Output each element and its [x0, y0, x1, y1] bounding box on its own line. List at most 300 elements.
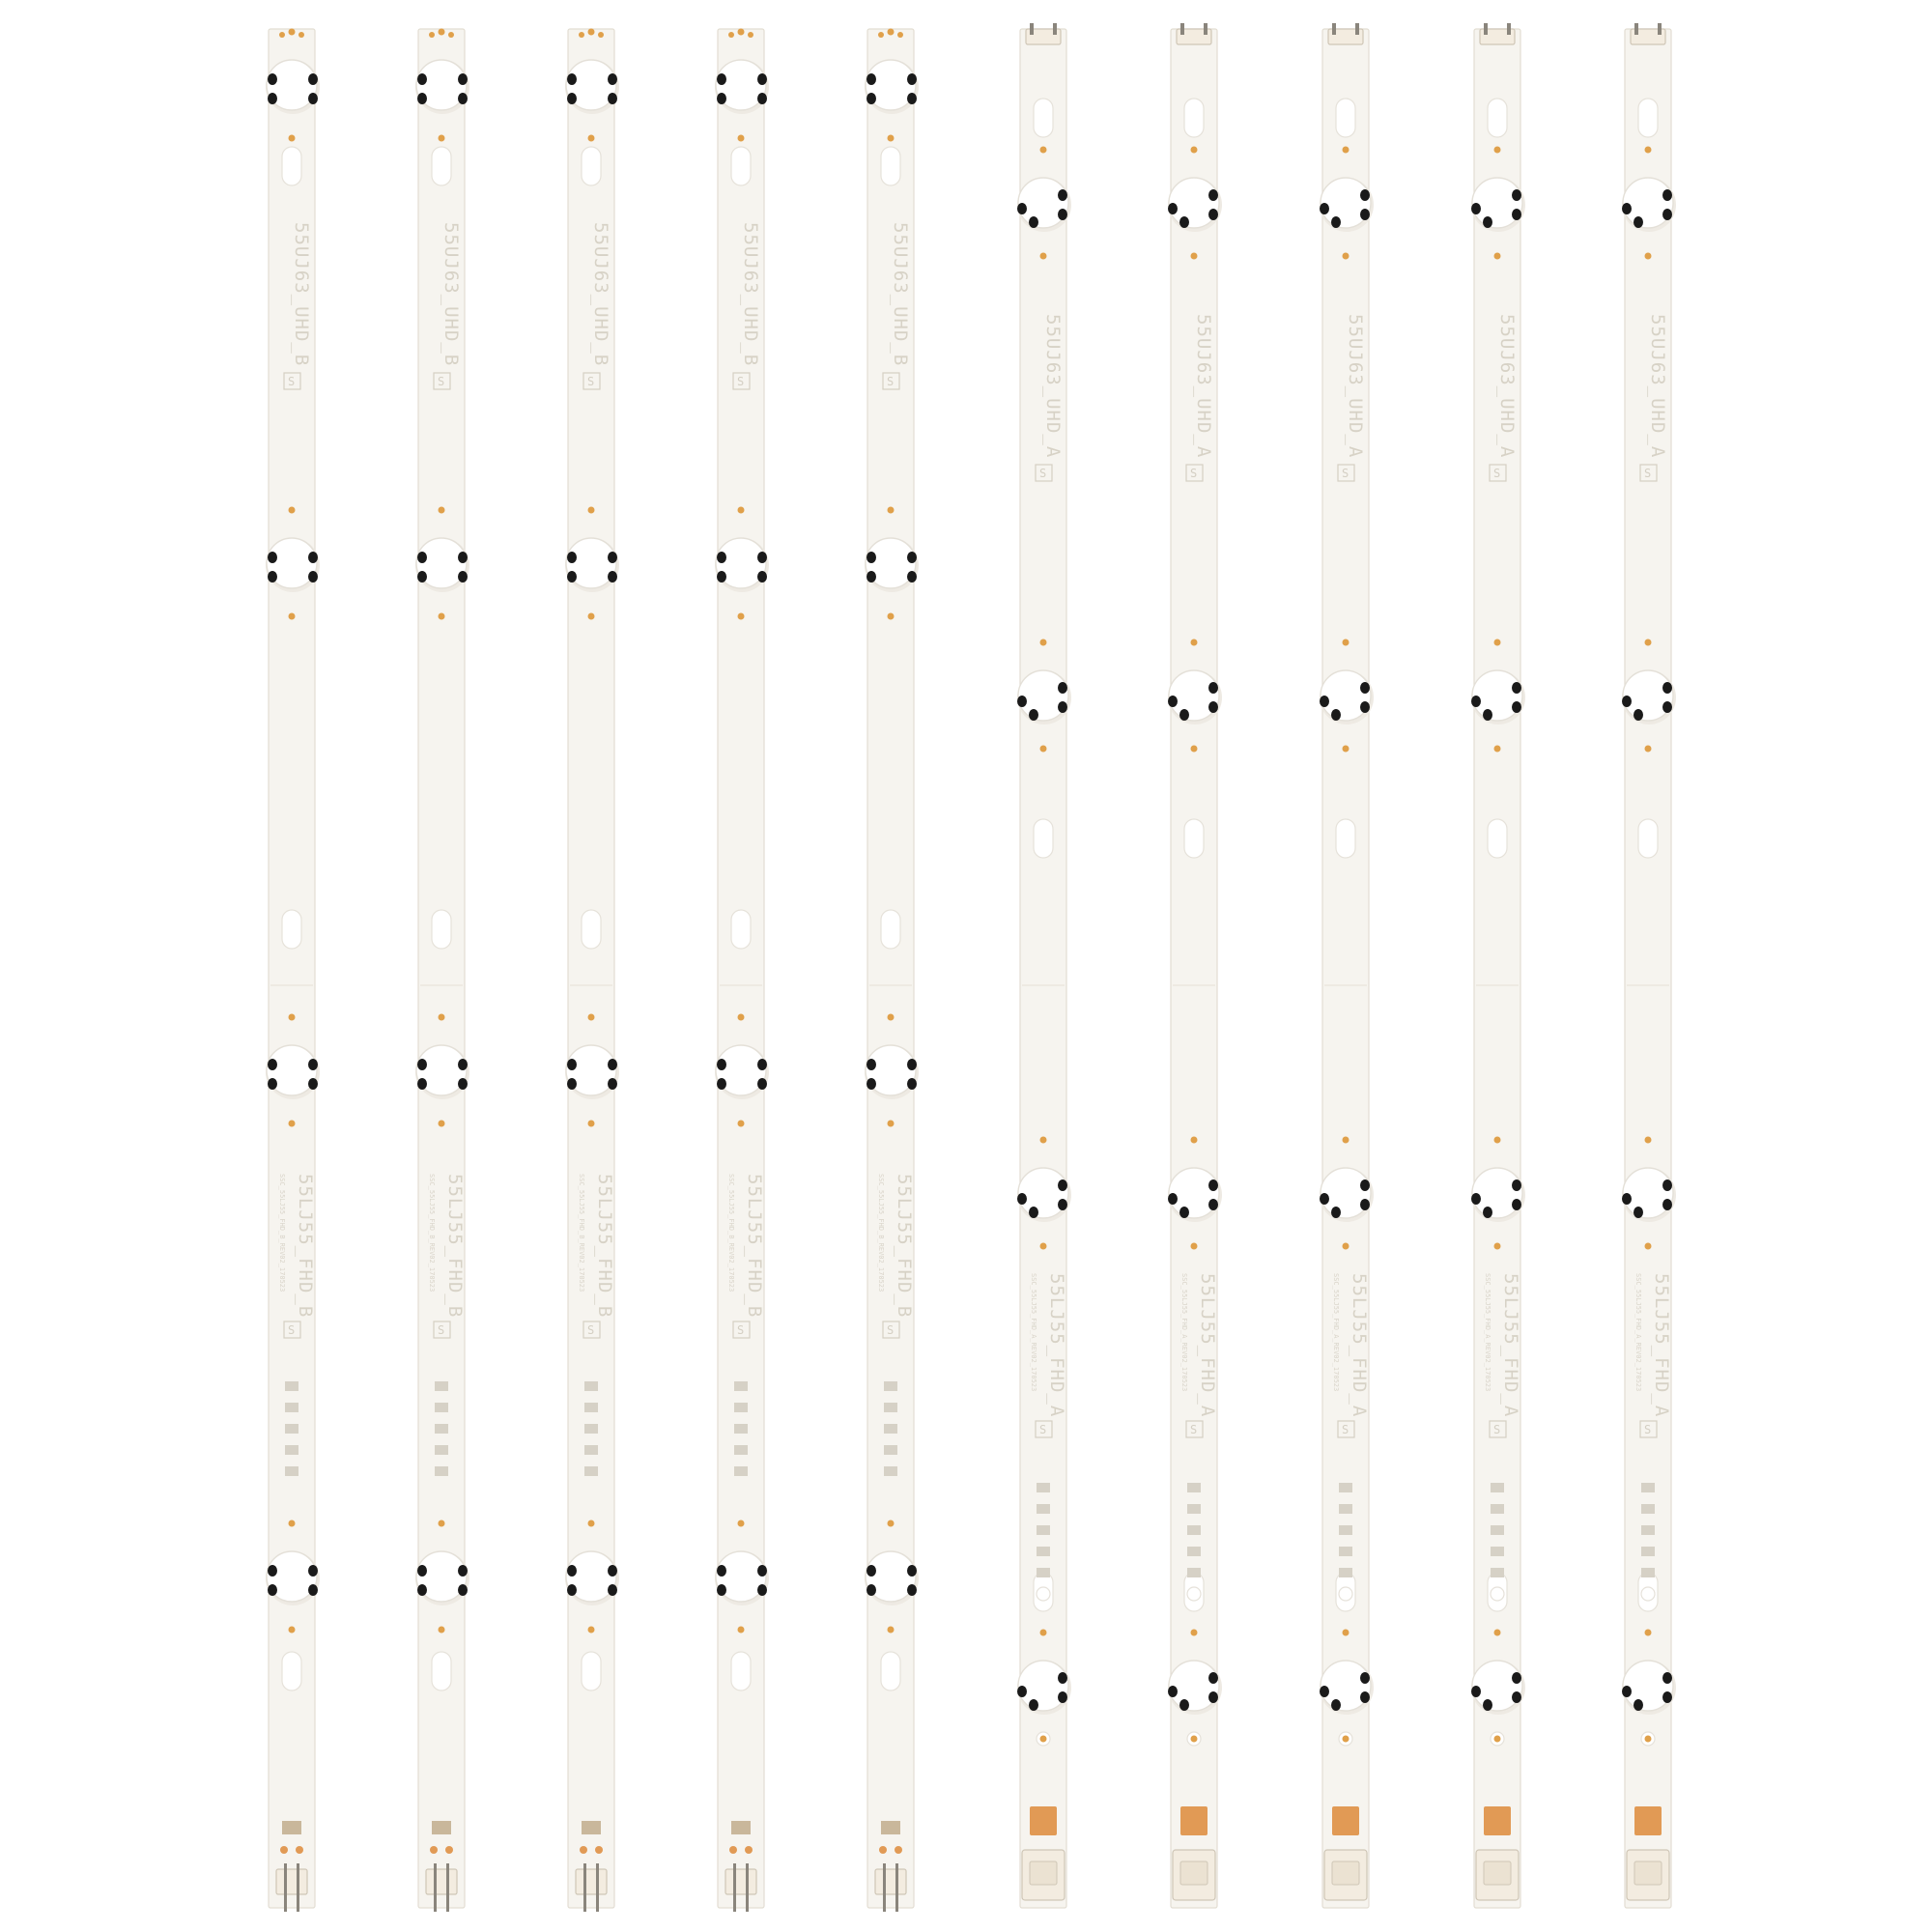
mount-slot [731, 1652, 751, 1690]
contact-pad [717, 552, 726, 563]
contact-pad [308, 571, 318, 582]
smd-component [1040, 1736, 1047, 1743]
solder-block [1484, 1806, 1511, 1835]
spec-label: SSC_55LJ55_FHD_A_REV02_170523 [1484, 1273, 1492, 1392]
contact-pad [1320, 203, 1329, 214]
led-lens [1321, 178, 1371, 228]
led-strip [565, 29, 619, 1913]
contact-pad [717, 1584, 726, 1596]
mount-slot [1184, 99, 1204, 137]
contact-pad [1471, 1193, 1481, 1205]
contact-pad [1331, 1699, 1341, 1711]
smd-component [429, 32, 435, 38]
print-marking [884, 1445, 897, 1455]
contact-pad [567, 73, 577, 85]
contact-pad [1208, 682, 1218, 694]
solder-point [280, 1846, 288, 1854]
spec-label: SSC_55LJ55_FHD_B_REV02_170523 [578, 1174, 585, 1293]
contact-pad [1662, 1691, 1672, 1703]
led-strip [715, 29, 769, 1913]
print-marking [734, 1403, 748, 1412]
contact-pad [1360, 1672, 1370, 1684]
contact-pad [1360, 1199, 1370, 1210]
led-lens [1169, 1168, 1219, 1218]
contact-pad [1634, 1207, 1643, 1218]
solder-block [1180, 1806, 1208, 1835]
contact-pad [308, 1565, 318, 1577]
contact-pad [1208, 1179, 1218, 1191]
smd-component [439, 135, 445, 142]
contact-pad [1029, 216, 1038, 228]
contact-pad [458, 1078, 468, 1090]
contact-pad [1512, 682, 1521, 694]
led-strip [266, 29, 320, 1913]
smd-component [588, 1121, 595, 1127]
s-mark: S [1039, 1423, 1047, 1436]
pin-header [276, 1869, 307, 1894]
smd-component [1343, 746, 1350, 753]
contact-pad [567, 1584, 577, 1596]
contact-pad [867, 571, 876, 582]
header-pin [746, 1863, 749, 1912]
led-lens [1169, 178, 1219, 228]
smd-component [1191, 1736, 1198, 1743]
smd-component [588, 507, 595, 514]
solder-point [595, 1846, 603, 1854]
print-marking [1037, 1525, 1050, 1535]
smd-component [1494, 1736, 1501, 1743]
print-marking [1491, 1483, 1504, 1492]
clip-pin [1507, 23, 1511, 35]
smd-component [1343, 1630, 1350, 1636]
led-strip [865, 29, 919, 1913]
s-mark: S [1493, 467, 1501, 480]
solder-point [729, 1846, 737, 1854]
contact-pad [1634, 1699, 1643, 1711]
contact-pad [268, 552, 277, 563]
mount-slot [582, 1652, 601, 1690]
smd-component [888, 29, 895, 36]
s-mark: S [288, 1323, 296, 1337]
print-marking [285, 1424, 298, 1434]
smd-component [738, 1014, 745, 1021]
connector-opening [1030, 1861, 1057, 1885]
s-mark: S [737, 1323, 745, 1337]
smd-component [439, 507, 445, 514]
smd-component [439, 1014, 445, 1021]
contact-pad [1662, 682, 1672, 694]
mount-hole [1491, 1587, 1504, 1601]
led-strip [1622, 23, 1676, 1908]
contact-pad [907, 93, 917, 104]
solder-block [1030, 1806, 1057, 1835]
contact-pad [1483, 1207, 1492, 1218]
smd-component [1645, 1736, 1652, 1743]
smd-component [289, 507, 296, 514]
mount-hole [1187, 1587, 1201, 1601]
solder-point [580, 1846, 587, 1854]
solder-block [1332, 1806, 1359, 1835]
contact-pad [1058, 209, 1067, 220]
smd-component [1645, 1630, 1652, 1636]
contact-pad [458, 93, 468, 104]
strip-board [1625, 29, 1671, 1908]
solder-point [879, 1846, 887, 1854]
smd-component [888, 1121, 895, 1127]
smd-component [579, 32, 584, 38]
smd-component [728, 32, 734, 38]
contact-pad [608, 571, 617, 582]
mount-slot [432, 147, 451, 185]
contact-pad [608, 1078, 617, 1090]
solder-pad [432, 1821, 451, 1834]
smd-component [1191, 639, 1198, 646]
model-label-top: 55UJ63_UHD_A [1193, 314, 1214, 459]
smd-component [1191, 746, 1198, 753]
s-mark: S [438, 1323, 445, 1337]
mount-slot [282, 1652, 301, 1690]
contact-pad [1662, 209, 1672, 220]
contact-pad [1017, 1193, 1027, 1205]
mount-slot [582, 910, 601, 949]
smd-component [1040, 639, 1047, 646]
contact-pad [567, 1565, 577, 1577]
contact-pad [1512, 1199, 1521, 1210]
print-marking [1339, 1483, 1352, 1492]
smd-component [289, 1014, 296, 1021]
s-mark: S [1644, 1423, 1652, 1436]
smd-component [1040, 253, 1047, 260]
contact-pad [757, 1059, 767, 1070]
smd-component [588, 135, 595, 142]
header-pin [297, 1863, 299, 1912]
model-label-top: 55UJ63_UHD_B [291, 222, 312, 367]
contact-pad [1662, 189, 1672, 201]
solder-block [1634, 1806, 1662, 1835]
contact-pad [417, 571, 427, 582]
led-strip [1320, 23, 1374, 1908]
contact-pad [458, 1584, 468, 1596]
smd-component [738, 507, 745, 514]
contact-pad [757, 73, 767, 85]
contact-pad [458, 552, 468, 563]
print-marking [435, 1445, 448, 1455]
header-pin [583, 1863, 586, 1912]
contact-pad [417, 1059, 427, 1070]
contact-pad [608, 1565, 617, 1577]
led-lens [1018, 1168, 1068, 1218]
smd-component [888, 507, 895, 514]
contact-pad [268, 1584, 277, 1596]
smd-component [738, 1520, 745, 1527]
contact-pad [268, 73, 277, 85]
model-label-bottom: 55LJ55_FHD_B [594, 1174, 615, 1319]
contact-pad [567, 571, 577, 582]
contact-pad [417, 1584, 427, 1596]
s-mark: S [1342, 467, 1350, 480]
led-lens [1321, 670, 1371, 721]
contact-pad [417, 1078, 427, 1090]
print-marking [1339, 1568, 1352, 1577]
smd-component [439, 29, 445, 36]
smd-component [588, 613, 595, 620]
model-label-bottom: 55LJ55_FHD_A [1349, 1273, 1370, 1418]
mount-slot [582, 147, 601, 185]
solder-pad [881, 1821, 900, 1834]
contact-pad [1320, 1193, 1329, 1205]
contact-pad [458, 73, 468, 85]
led-lens [1321, 1661, 1371, 1711]
model-label-top: 55UJ63_UHD_B [890, 222, 911, 367]
smd-component [1645, 639, 1652, 646]
mount-slot [1336, 819, 1355, 858]
contact-pad [1512, 1179, 1521, 1191]
contact-pad [1029, 1207, 1038, 1218]
led-lens [1623, 178, 1673, 228]
contact-pad [1360, 1691, 1370, 1703]
contact-pad [268, 1078, 277, 1090]
header-pin [883, 1863, 886, 1912]
print-marking [884, 1466, 897, 1476]
led-lens [1472, 1168, 1522, 1218]
contact-pad [867, 73, 876, 85]
clip-pin [1030, 23, 1034, 35]
smd-component [1040, 746, 1047, 753]
contact-pad [1634, 709, 1643, 721]
model-label-top: 55UJ63_UHD_A [1496, 314, 1518, 459]
contact-pad [757, 571, 767, 582]
smd-component [588, 1520, 595, 1527]
contact-pad [717, 1078, 726, 1090]
s-mark: S [1190, 1423, 1198, 1436]
contact-pad [907, 1059, 917, 1070]
led-lens [1169, 670, 1219, 721]
contact-pad [308, 93, 318, 104]
contact-pad [757, 1565, 767, 1577]
solder-point [895, 1846, 902, 1854]
print-marking [584, 1403, 598, 1412]
spec-label: SSC_55LJ55_FHD_A_REV02_170523 [1180, 1273, 1188, 1392]
contact-pad [1622, 696, 1632, 707]
print-marking [584, 1424, 598, 1434]
contact-pad [567, 552, 577, 563]
contact-pad [1029, 709, 1038, 721]
contact-pad [1331, 1207, 1341, 1218]
mount-slot [881, 910, 900, 949]
s-mark: S [587, 1323, 595, 1337]
contact-pad [608, 93, 617, 104]
print-marking [1187, 1547, 1201, 1556]
contact-pad [417, 73, 427, 85]
model-label-bottom: 55LJ55_FHD_A [1197, 1273, 1218, 1418]
s-mark: S [438, 375, 445, 388]
solder-point [445, 1846, 453, 1854]
contact-pad [567, 1059, 577, 1070]
led-lens [1623, 670, 1673, 721]
contact-pad [1331, 216, 1341, 228]
smd-component [1494, 147, 1501, 154]
contact-pad [907, 552, 917, 563]
smd-component [1191, 1630, 1198, 1636]
contact-pad [1662, 1672, 1672, 1684]
contact-pad [1208, 1672, 1218, 1684]
print-marking [884, 1424, 897, 1434]
contact-pad [458, 1059, 468, 1070]
strip-board [1020, 29, 1066, 1908]
smd-component [289, 613, 296, 620]
contact-pad [1662, 1179, 1672, 1191]
contact-pad [1168, 696, 1178, 707]
clip-pin [1484, 23, 1488, 35]
spec-label: SSC_55LJ55_FHD_B_REV02_170523 [727, 1174, 735, 1293]
contact-pad [907, 1565, 917, 1577]
pin-header [875, 1869, 906, 1894]
print-marking [435, 1403, 448, 1412]
spec-label: SSC_55LJ55_FHD_A_REV02_170523 [1634, 1273, 1642, 1392]
contact-pad [1168, 1686, 1178, 1697]
solder-point [430, 1846, 438, 1854]
print-marking [1037, 1504, 1050, 1514]
s-mark: S [288, 375, 296, 388]
print-marking [1187, 1483, 1201, 1492]
mount-slot [731, 910, 751, 949]
smd-component [298, 32, 304, 38]
mount-slot [881, 1652, 900, 1690]
s-mark: S [1039, 467, 1047, 480]
contact-pad [567, 1078, 577, 1090]
contact-pad [717, 1565, 726, 1577]
model-label-bottom: 55LJ55_FHD_B [295, 1174, 316, 1319]
model-label-top: 55UJ63_UHD_B [590, 222, 611, 367]
print-marking [1187, 1504, 1201, 1514]
clip-pin [1204, 23, 1208, 35]
header-pin [446, 1863, 449, 1912]
contact-pad [308, 1059, 318, 1070]
contact-pad [268, 1059, 277, 1070]
mount-hole [1037, 1587, 1050, 1601]
contact-pad [1058, 682, 1067, 694]
mount-hole [1339, 1587, 1352, 1601]
smd-component [888, 1520, 895, 1527]
smd-component [1343, 1137, 1350, 1144]
smd-component [888, 135, 895, 142]
solder-point [745, 1846, 753, 1854]
contact-pad [1471, 203, 1481, 214]
led-lens [1472, 178, 1522, 228]
smd-component [1645, 253, 1652, 260]
print-marking [1187, 1525, 1201, 1535]
contact-pad [417, 552, 427, 563]
smd-component [1191, 253, 1198, 260]
smd-component [888, 613, 895, 620]
contact-pad [717, 1059, 726, 1070]
smd-component [878, 32, 884, 38]
smd-component [1343, 1243, 1350, 1250]
contact-pad [867, 552, 876, 563]
connector-opening [1634, 1861, 1662, 1885]
model-label-bottom: 55LJ55_FHD_A [1651, 1273, 1672, 1418]
contact-pad [458, 571, 468, 582]
contact-pad [1058, 189, 1067, 201]
model-label-top: 55UJ63_UHD_B [740, 222, 761, 367]
contact-pad [907, 73, 917, 85]
smd-component [279, 32, 285, 38]
contact-pad [308, 1078, 318, 1090]
smd-component [1191, 1137, 1198, 1144]
contact-pad [1168, 1193, 1178, 1205]
contact-pad [1208, 1691, 1218, 1703]
smd-component [738, 613, 745, 620]
print-marking [734, 1466, 748, 1476]
smd-component [1040, 147, 1047, 154]
led-lens [1018, 670, 1068, 721]
solder-pad [282, 1821, 301, 1834]
print-marking [1037, 1547, 1050, 1556]
solder-point [296, 1846, 303, 1854]
print-marking [1491, 1547, 1504, 1556]
contact-pad [907, 1584, 917, 1596]
contact-pad [867, 1078, 876, 1090]
contact-pad [608, 1059, 617, 1070]
led-lens [1321, 1168, 1371, 1218]
smd-component [289, 135, 296, 142]
smd-component [738, 135, 745, 142]
led-strip [1471, 23, 1525, 1908]
contact-pad [867, 1584, 876, 1596]
smd-component [897, 32, 903, 38]
s-mark: S [1190, 467, 1198, 480]
model-label-top: 55UJ63_UHD_A [1345, 314, 1366, 459]
smd-component [1494, 746, 1501, 753]
smd-component [1191, 1243, 1198, 1250]
led-lens [1623, 1168, 1673, 1218]
led-lens [1018, 1661, 1068, 1711]
contact-pad [308, 552, 318, 563]
contact-pad [1168, 203, 1178, 214]
model-label-top: 55UJ63_UHD_A [1647, 314, 1668, 459]
contact-pad [1017, 696, 1027, 707]
contact-pad [1360, 682, 1370, 694]
header-pin [434, 1863, 437, 1912]
header-pin [733, 1863, 736, 1912]
print-marking [435, 1466, 448, 1476]
strip-board [1474, 29, 1520, 1908]
mount-slot [282, 147, 301, 185]
smd-component [439, 613, 445, 620]
contact-pad [608, 552, 617, 563]
spec-label: SSC_55LJ55_FHD_A_REV02_170523 [1030, 1273, 1037, 1392]
contact-pad [1331, 709, 1341, 721]
solder-pad [731, 1821, 751, 1834]
contact-pad [757, 552, 767, 563]
mount-slot [731, 147, 751, 185]
header-pin [284, 1863, 287, 1912]
smd-component [1040, 1137, 1047, 1144]
led-lens [1472, 1661, 1522, 1711]
contact-pad [1017, 1686, 1027, 1697]
contact-pad [1360, 1179, 1370, 1191]
s-mark: S [887, 1323, 895, 1337]
print-marking [1641, 1547, 1655, 1556]
contact-pad [867, 93, 876, 104]
print-marking [435, 1424, 448, 1434]
smd-component [588, 29, 595, 36]
strip-board [1322, 29, 1369, 1908]
contact-pad [268, 93, 277, 104]
contact-pad [717, 93, 726, 104]
print-marking [1037, 1483, 1050, 1492]
print-marking [1641, 1568, 1655, 1577]
